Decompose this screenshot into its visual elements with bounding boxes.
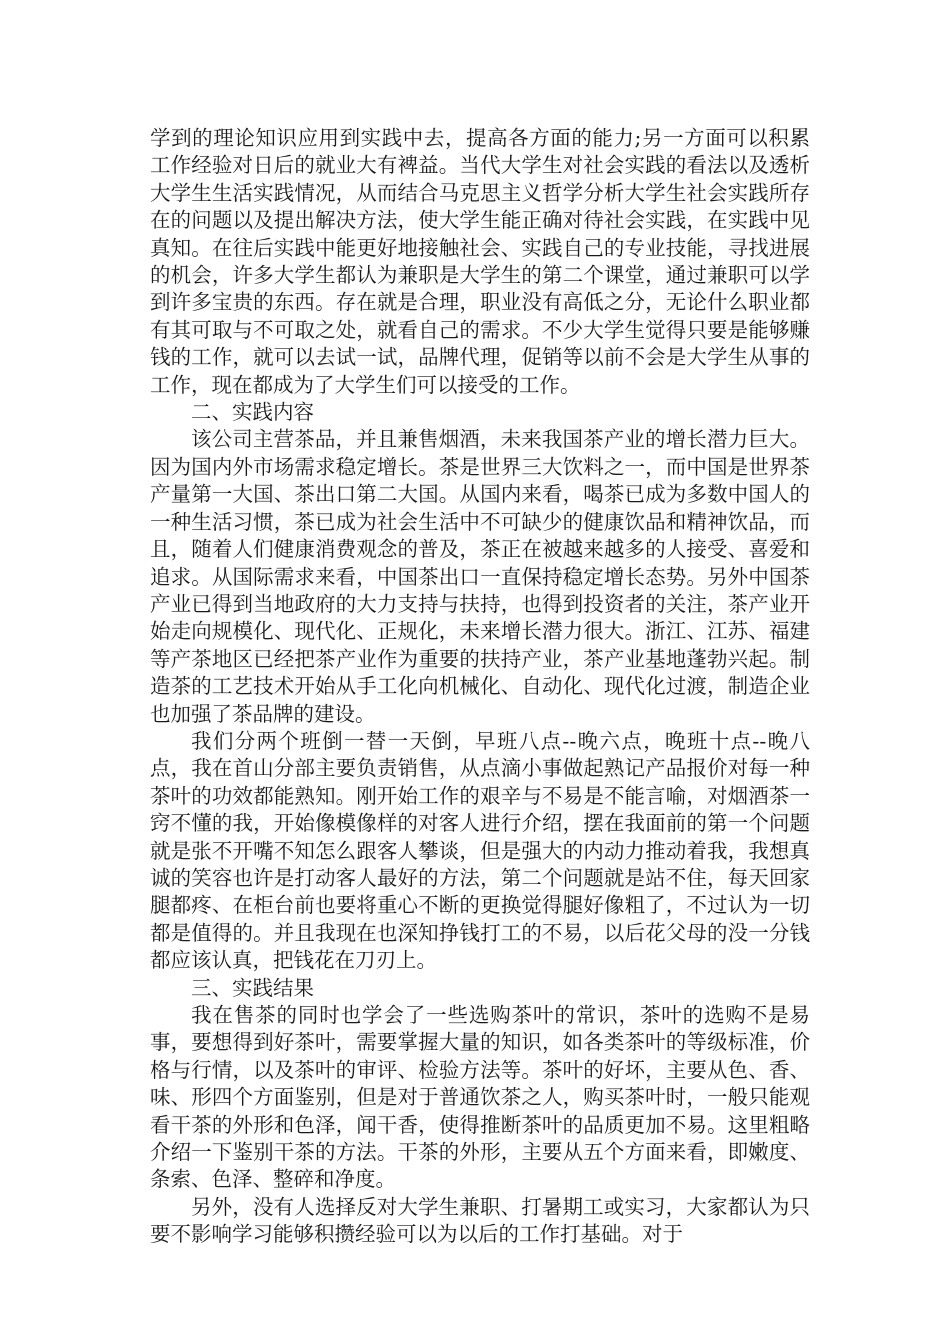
body-paragraph-intro: 学到的理论知识应用到实践中去，提高各方面的能力;另一方面可以积累工作经验对日后的就业大有裨益。当代大学生对社会实践的看法以及透析大学生生活实践情况，从而结合马克思主义哲学分析大学生社会实践所存在的问题以及提出解决方法，使大学生能正确对待社会实践，在实践中见真知。在往后实践中能更好地接触社会、实践自己的专业技能，寻找进展的机会，许多大学生都认为兼职是大学生的第二个课堂，通过兼职可以学到许多宝贵的东西。存在就是合理，职业没有高低之分，无论什么职业都有其可取与不可取之处，就看自己的需求。不少大学生觉得只要是能够赚钱的工作，就可以去试一试，品牌代理，促销等以前不会是大学生从事的工作，现在都成为了大学生们可以接受的工作。: [150, 126, 810, 397]
document-page: [150, 125, 810, 1249]
body-paragraph-tea-selection: 我在售茶的同时也学会了一些选购茶叶的常识，茶叶的选购不是易事，要想得到好茶叶，需要掌握大量的知识，如各类茶叶的等级标准，价格与行情，以及茶叶的审评、检验方法等。茶叶的好坏，主要从色、香、味、形四个方面鉴别，但是对于普通饮茶之人，购买茶叶时，一般只能观看干茶的外形和色泽，闻干香，使得推断茶叶的品质更加不易。这里粗略介绍一下鉴别干茶的方法。干茶的外形，主要从五个方面来看，即嫩度、条索、色泽、整碎和净度。: [150, 1003, 810, 1192]
section-heading-practice-results: 三、实践结果: [191, 975, 314, 1000]
body-paragraph-part-time: 另外，没有人选择反对大学生兼职、打暑期工或实习，大家都认为只要不影响学习能够积攒经验可以为以后的工作打基础。对于: [150, 1194, 810, 1247]
section-heading-practice-content: 二、实践内容: [191, 400, 314, 425]
body-paragraph-shifts: 我们分两个班倒一替一天倒，早班八点--晚六点，晚班十点--晚八点，我在首山分部主要负责销售，从点滴小事做起熟记产品报价对每一种茶叶的功效都能熟知。刚开始工作的艰辛与不易是不能言喻，对烟酒茶一窍不懂的我，开始像模像样的对客人进行介绍，摆在我面前的第一个问题就是张不开嘴不知怎么跟客人攀谈，但是强大的内动力推动着我，我想真诚的笑容也许是打动客人最好的方法，第二个问题就是站不住，每天回家腿都疼、在柜台前也要将重心不断的更换觉得腿好像粗了，不过认为一切都是值得的。并且我现在也深知挣钱打工的不易，以后花父母的没一分钱都应该认真，把钱花在刀刃上。: [150, 728, 810, 973]
body-paragraph-company: 该公司主营茶品，并且兼售烟酒，未来我国茶产业的增长潜力巨大。因为国内外市场需求稳定增长。茶是世界三大饮料之一，而中国是世界茶产量第一大国、茶出口第二大国。从国内来看，喝茶已成为多数中国人的一种生活习惯，茶已成为社会生活中不可缺少的健康饮品和精神饮品，而且，随着人们健康消费观念的普及，茶正在被越来越多的人接受、喜爱和追求。从国际需求来看，中国茶出口一直保持稳定增长态势。另外中国茶产业已得到当地政府的大力支持与扶持，也得到投资者的关注，茶产业开始走向规模化、现代化、正规化，未来增长潜力很大。浙江、江苏、福建等产茶地区已经把茶产业作为重要的扶持产业，茶产业基地蓬勃兴起。制造茶的工艺技术开始从手工化向机械化、自动化、现代化过渡，制造企业也加强了茶品牌的建设。: [150, 427, 810, 726]
